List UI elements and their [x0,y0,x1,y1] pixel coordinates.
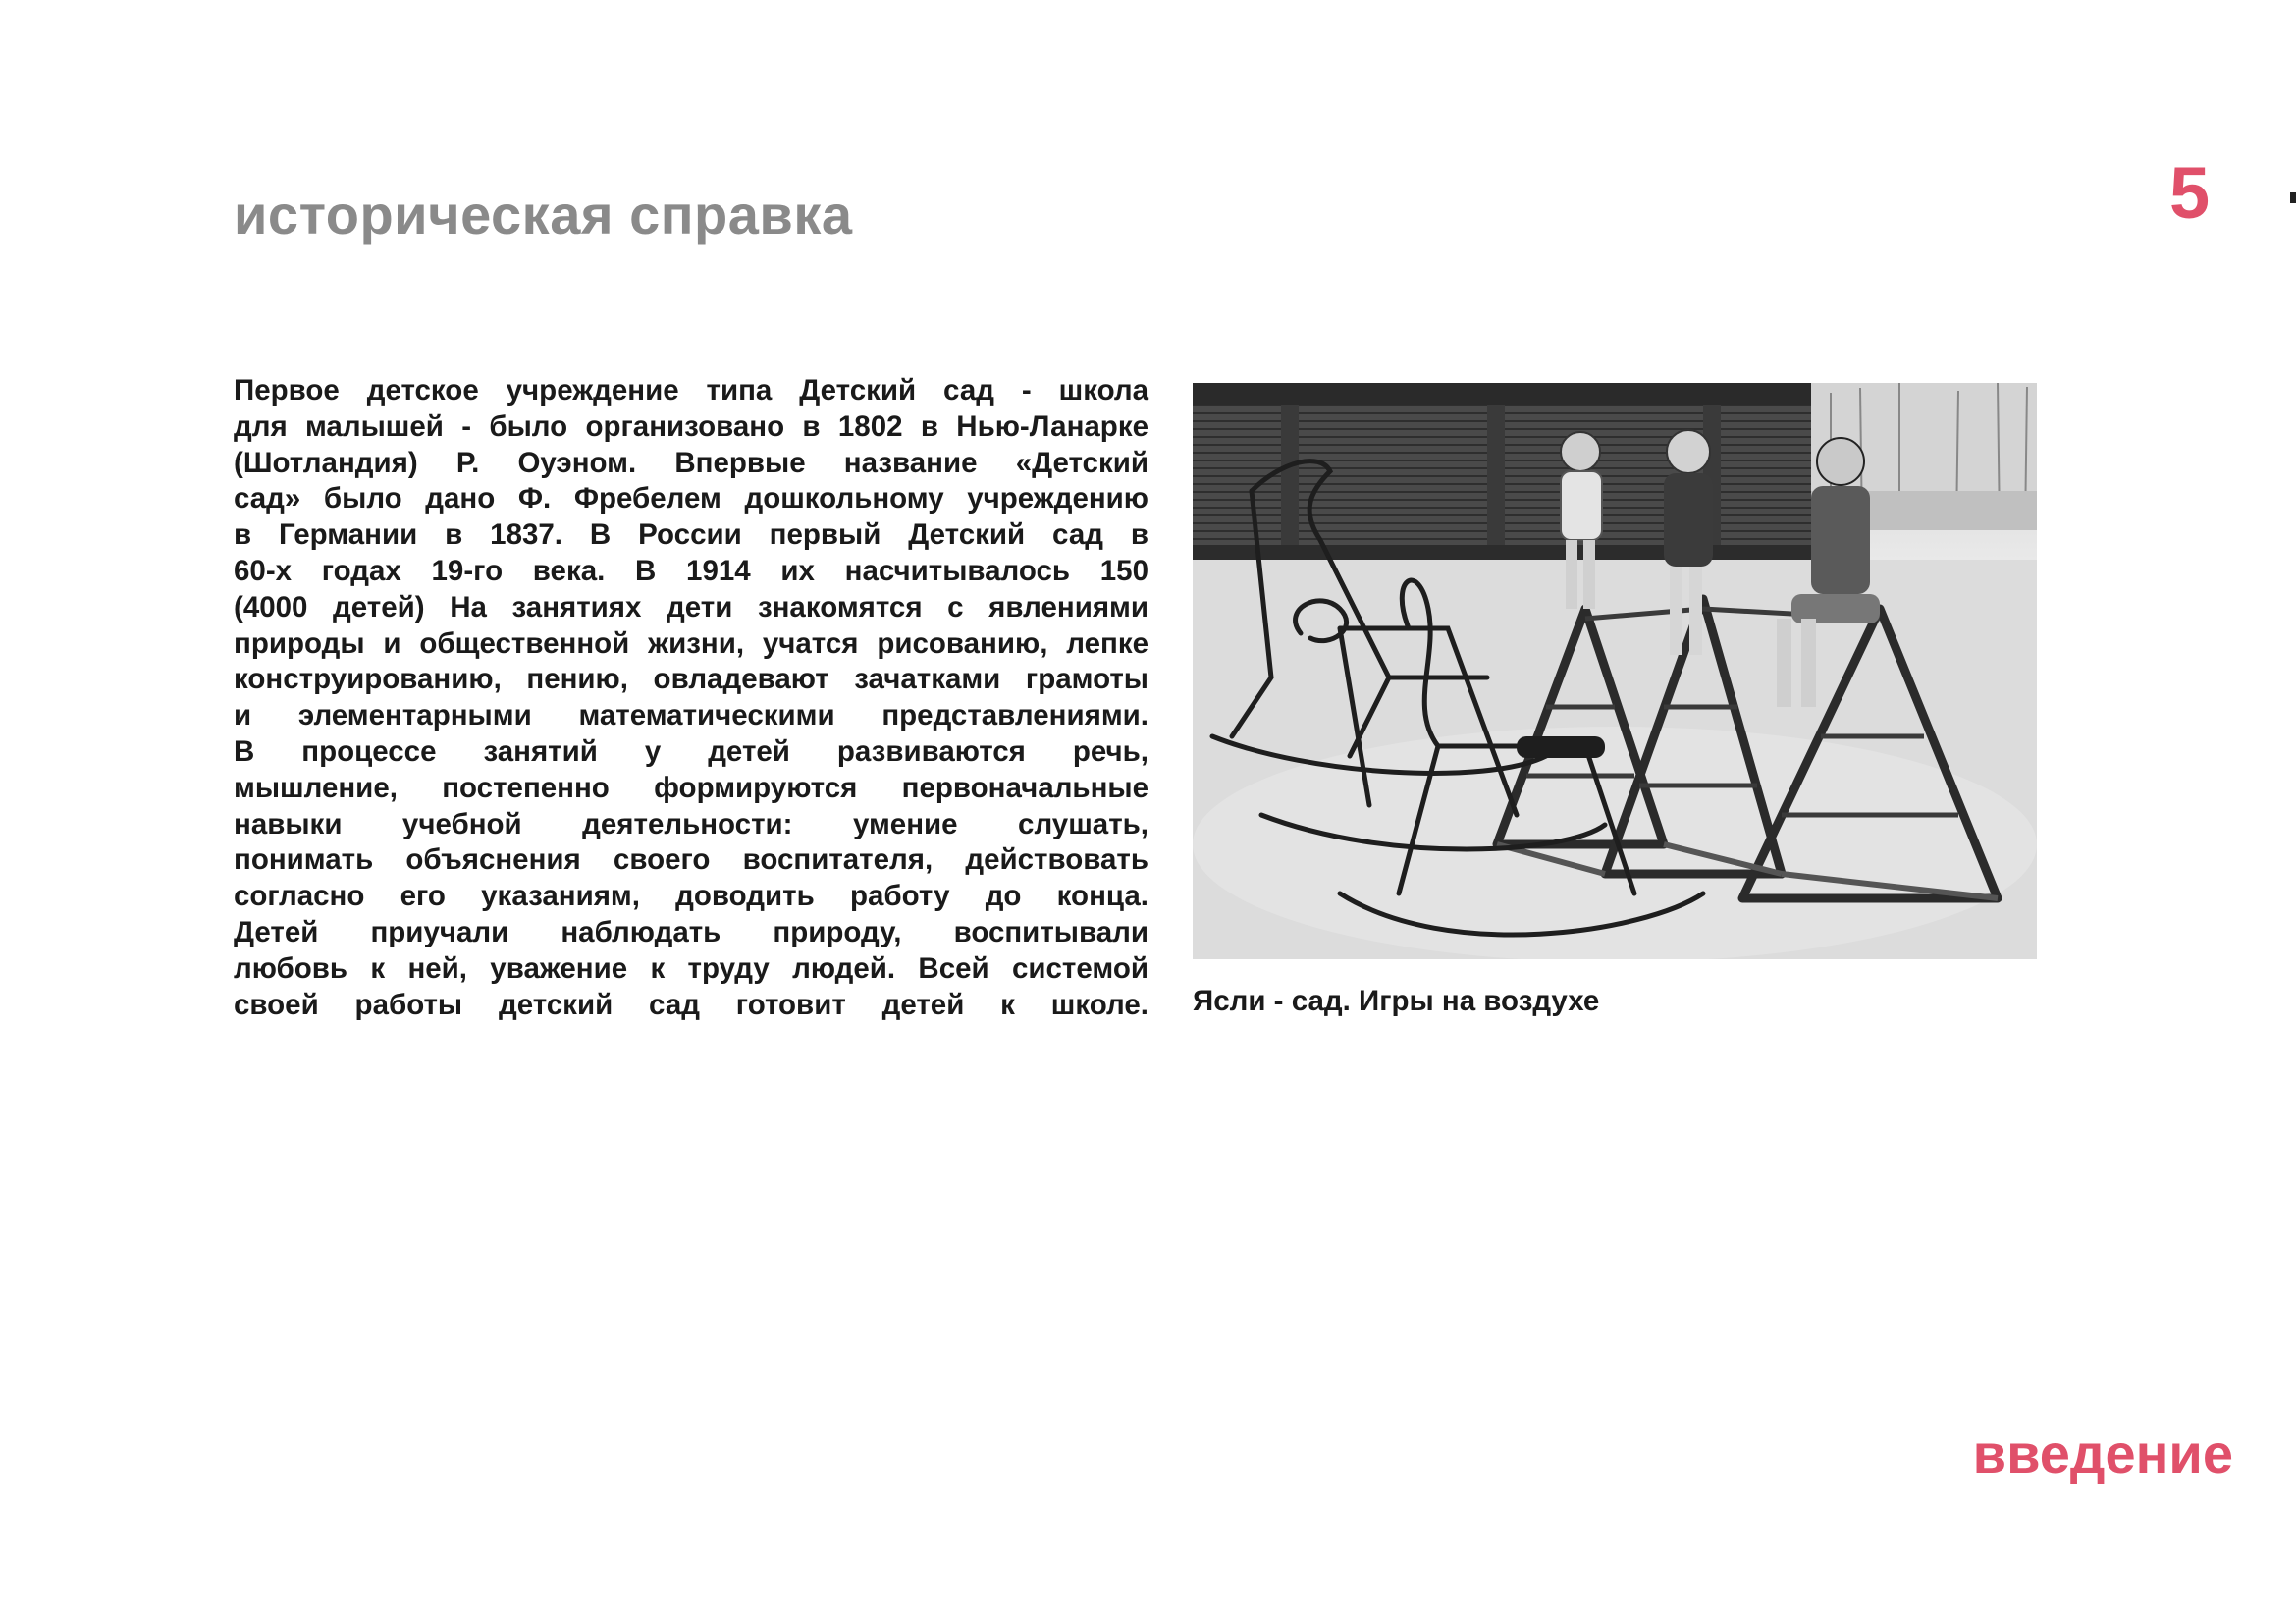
body-line: 60-х годах 19-го века. В 1914 их насчитывалось 150 [234,554,1148,587]
body-line: согласно его указаниям, доводить работу до конца. [234,880,1148,913]
section-title: историческая справка [234,184,853,245]
body-line: и элементарными математическими представлениями. [234,699,1148,732]
edge-mark [2290,192,2296,203]
body-line: (Шотландия) Р. Оуэном. Впервые название «Детский [234,446,1148,479]
playground-photo [1193,383,2037,959]
body-line: любовь к ней, уважение к труду людей. Всей системой [234,951,1148,985]
body-line: Детей приучали наблюдать природу, воспитывали [234,915,1148,948]
body-line: Первое детское учреждение типа Детский сад - школа [234,374,1148,406]
body-line: природы и общественной жизни, учатся рисованию, лепке [234,626,1148,660]
chapter-label: введение [1972,1423,2233,1485]
body-line: своей работы детский сад готовит детей к школе. [234,988,1148,1021]
body-line: понимать объяснения своего воспитателя, действовать [234,843,1148,877]
body-line: конструированию, пению, овладевают зачатками грамоты [234,663,1148,696]
body-line: В процессе занятий у детей развиваются речь, [234,734,1148,768]
page-number: 5 [2169,152,2211,234]
body-text [234,373,1148,1023]
body-line: (4000 детей) На занятиях дети знакомятся с явлениями [234,590,1148,623]
body-line: для малышей - было организовано в 1802 в Нью-Ланарке [234,409,1148,443]
body-line: сад» было дано Ф. Фребелем дошкольному учреждению [234,482,1148,515]
body-line: навыки учебной деятельности: умение слушать, [234,807,1148,840]
body-line: мышление, постепенно формируются первоначальные [234,771,1148,804]
photo-caption: Ясли - сад. Игры на воздухе [1193,985,1600,1017]
body-line: в Германии в 1837. В России первый Детский сад в [234,518,1148,552]
